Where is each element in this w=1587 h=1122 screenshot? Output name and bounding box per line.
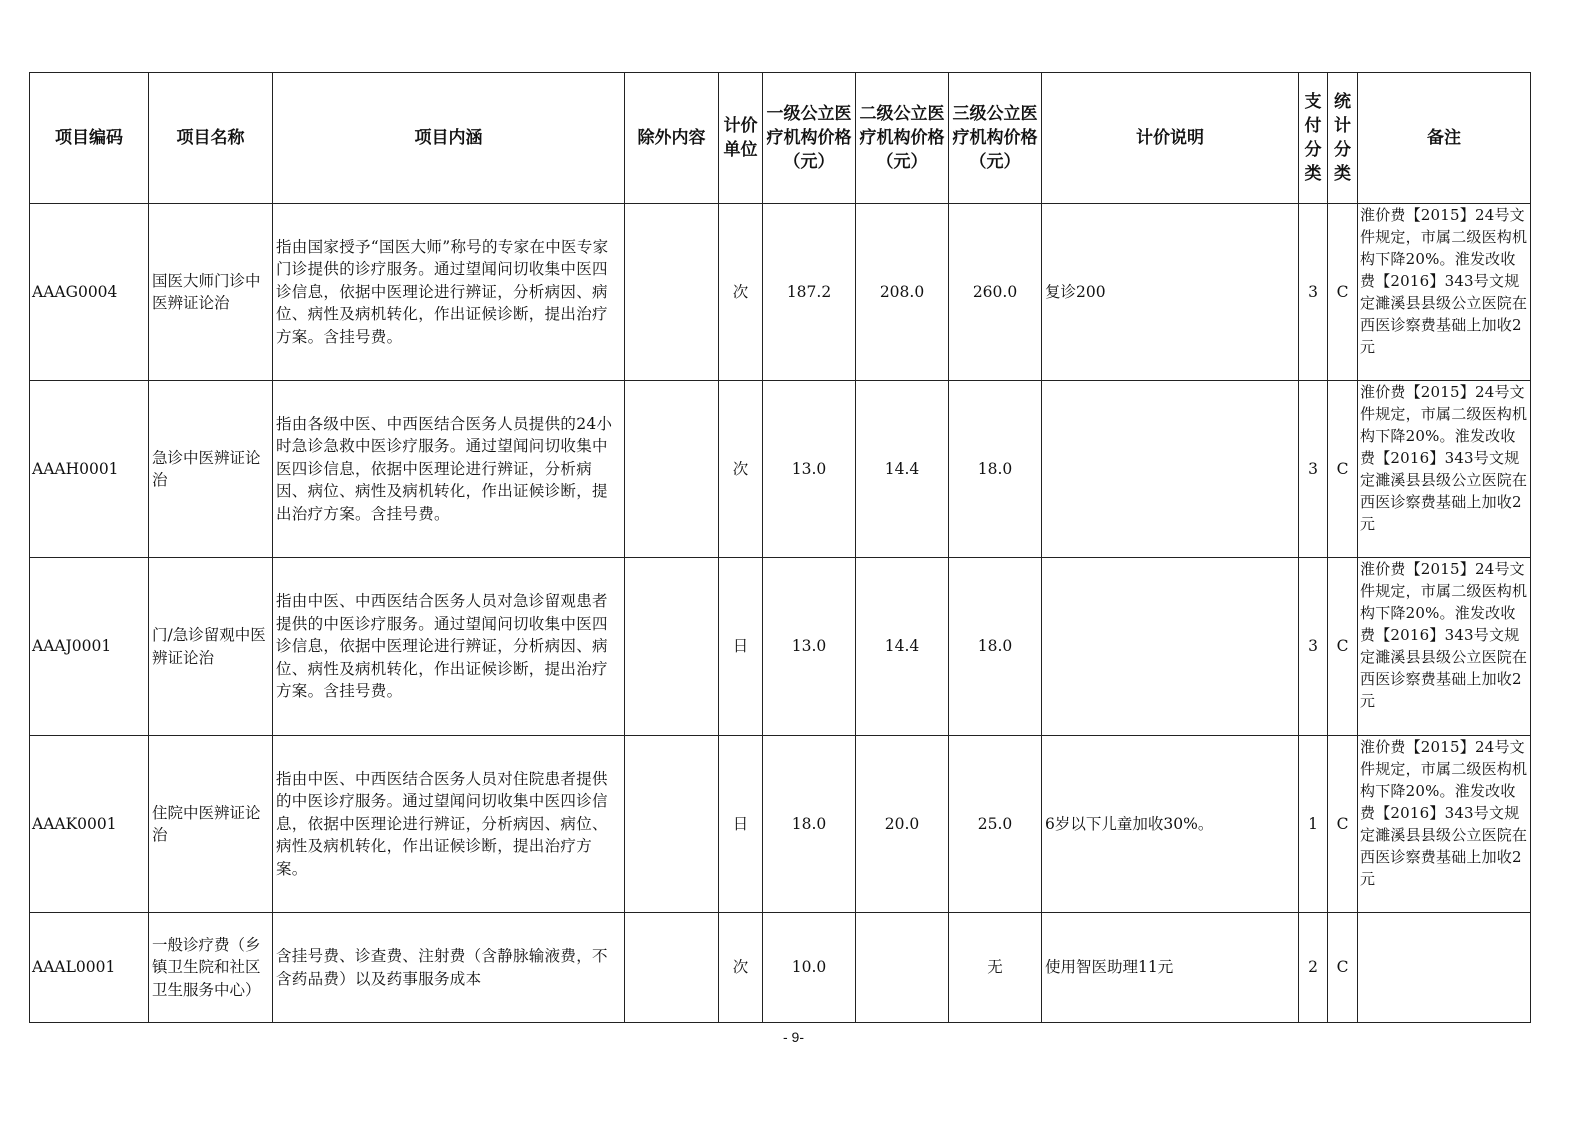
pricing-note <box>1042 381 1299 558</box>
remark-text: 淮价费【2015】24号文件规定，市属二级医构机构下降20%。淮发改收费【2016】343号文规定濉溪县县级公立医院在西医诊察费基础上加收2元 <box>1360 560 1528 710</box>
table-row <box>30 736 1531 913</box>
statistic-class: C <box>1328 381 1358 558</box>
header-price3: 三级公立医疗机构价格（元） <box>949 73 1042 204</box>
pricing-note: 复诊200 <box>1042 204 1299 381</box>
remark <box>1358 736 1531 913</box>
item-name: 一般诊疗费（乡镇卫生院和社区卫生服务中心） <box>149 913 273 1023</box>
header-desc: 项目内涵 <box>273 73 625 204</box>
price-level-2: 208.0 <box>856 204 949 381</box>
item-name: 住院中医辨证论治 <box>149 736 273 913</box>
header-code: 项目编码 <box>30 73 149 204</box>
payment-class: 3 <box>1299 204 1328 381</box>
price-level-3: 18.0 <box>949 558 1042 736</box>
remark <box>1358 558 1531 736</box>
price-level-1: 13.0 <box>763 558 856 736</box>
item-unit: 日 <box>719 736 763 913</box>
price-level-1: 10.0 <box>763 913 856 1023</box>
page-number: - 9- <box>783 1029 804 1045</box>
price-level-2: 14.4 <box>856 381 949 558</box>
item-name: 国医大师门诊中医辨证论治 <box>149 204 273 381</box>
price-level-2: 14.4 <box>856 558 949 736</box>
pricing-note: 使用智医助理11元 <box>1042 913 1299 1023</box>
item-description: 指由中医、中西医结合医务人员对急诊留观患者提供的中医诊疗服务。通过望闻问切收集中医四诊信息，依据中医理论进行辨证，分析病因、病位、病性及病机转化，作出证候诊断，提出治疗方案。含挂号费。 <box>273 558 625 736</box>
statistic-class: C <box>1328 736 1358 913</box>
payment-class: 3 <box>1299 558 1328 736</box>
item-exclusions <box>625 204 719 381</box>
remark <box>1358 204 1531 381</box>
item-name: 急诊中医辨证论治 <box>149 381 273 558</box>
table-row <box>30 381 1531 558</box>
header-name: 项目名称 <box>149 73 273 204</box>
header-excl: 除外内容 <box>625 73 719 204</box>
payment-class: 2 <box>1299 913 1328 1023</box>
table-row <box>30 204 1531 381</box>
statistic-class: C <box>1328 913 1358 1023</box>
item-code: AAAG0004 <box>30 204 149 381</box>
item-unit: 次 <box>719 381 763 558</box>
item-code: AAAL0001 <box>30 913 149 1023</box>
table-row <box>30 913 1531 1023</box>
remark <box>1358 913 1531 1023</box>
header-pay: 支付分类 <box>1299 73 1328 204</box>
item-exclusions <box>625 558 719 736</box>
price-level-1: 18.0 <box>763 736 856 913</box>
item-code: AAAJ0001 <box>30 558 149 736</box>
item-exclusions <box>625 381 719 558</box>
item-description: 指由国家授予“国医大师”称号的专家在中医专家门诊提供的诊疗服务。通过望闻问切收集中医四诊信息，依据中医理论进行辨证，分析病因、病位、病性及病机转化，作出证候诊断，提出治疗方案。含挂号费。 <box>273 204 625 381</box>
item-exclusions <box>625 913 719 1023</box>
item-description: 指由各级中医、中西医结合医务人员提供的24小时急诊急救中医诊疗服务。通过望闻问切收集中医四诊信息，依据中医理论进行辨证，分析病因、病位、病性及病机转化，作出证候诊断，提出治疗方案。含挂号费。 <box>273 381 625 558</box>
payment-class: 3 <box>1299 381 1328 558</box>
price-level-1: 187.2 <box>763 204 856 381</box>
price-level-2: 20.0 <box>856 736 949 913</box>
pricing-note: 6岁以下儿童加收30%。 <box>1042 736 1299 913</box>
price-table <box>29 72 1531 1023</box>
item-unit: 次 <box>719 204 763 381</box>
remark-text: 淮价费【2015】24号文件规定，市属二级医构机构下降20%。淮发改收费【2016】343号文规定濉溪县县级公立医院在西医诊察费基础上加收2元 <box>1360 206 1528 356</box>
item-code: AAAH0001 <box>30 381 149 558</box>
item-code: AAAK0001 <box>30 736 149 913</box>
item-description: 含挂号费、诊查费、注射费（含静脉输液费，不含药品费）以及药事服务成本 <box>273 913 625 1023</box>
price-level-3: 260.0 <box>949 204 1042 381</box>
item-unit: 日 <box>719 558 763 736</box>
header-stat: 统计分类 <box>1328 73 1358 204</box>
header-price1: 一级公立医疗机构价格（元） <box>763 73 856 204</box>
remark-text: 淮价费【2015】24号文件规定，市属二级医构机构下降20%。淮发改收费【2016】343号文规定濉溪县县级公立医院在西医诊察费基础上加收2元 <box>1360 383 1528 533</box>
payment-class: 1 <box>1299 736 1328 913</box>
price-level-2 <box>856 913 949 1023</box>
header-price2: 二级公立医疗机构价格（元） <box>856 73 949 204</box>
header-remark: 备注 <box>1358 73 1531 204</box>
pricing-note <box>1042 558 1299 736</box>
price-level-1: 13.0 <box>763 381 856 558</box>
price-level-3: 18.0 <box>949 381 1042 558</box>
statistic-class: C <box>1328 558 1358 736</box>
statistic-class: C <box>1328 204 1358 381</box>
item-name: 门/急诊留观中医辨证论治 <box>149 558 273 736</box>
remark <box>1358 381 1531 558</box>
remark-text: 淮价费【2015】24号文件规定，市属二级医构机构下降20%。淮发改收费【2016】343号文规定濉溪县县级公立医院在西医诊察费基础上加收2元 <box>1360 738 1528 888</box>
table-row <box>30 558 1531 736</box>
price-level-3: 25.0 <box>949 736 1042 913</box>
item-exclusions <box>625 736 719 913</box>
header-note: 计价说明 <box>1042 73 1299 204</box>
header-row <box>30 73 1531 204</box>
header-unit: 计价单位 <box>719 73 763 204</box>
item-description: 指由中医、中西医结合医务人员对住院患者提供的中医诊疗服务。通过望闻问切收集中医四诊信息，依据中医理论进行辨证，分析病因、病位、病性及病机转化，作出证候诊断，提出治疗方案。 <box>273 736 625 913</box>
price-level-3: 无 <box>949 913 1042 1023</box>
item-unit: 次 <box>719 913 763 1023</box>
